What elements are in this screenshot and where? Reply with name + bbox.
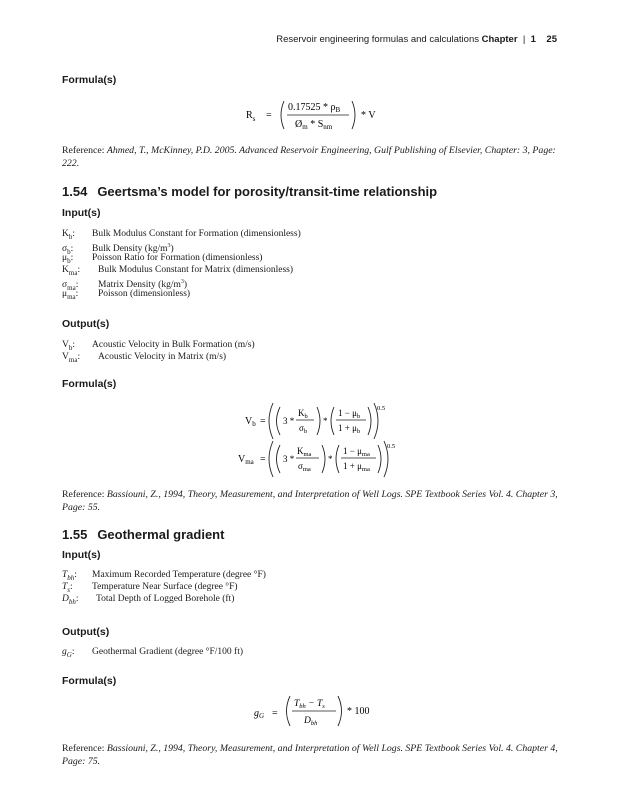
section-155-number: 1.55: [62, 527, 88, 542]
reference-154-text: Bassiouni, Z., 1994, Theory, Measurement, and Interpretation of Well Logs. SPE Textbook Series Vol. 4. Chapter 3, Page: 55.: [62, 489, 558, 513]
input-row: $\mu_b$: Poisson Ratio for Formation (dimensionless): [62, 253, 263, 265]
vb-lhs: $V_b$: [245, 416, 256, 428]
vma-k: $K_{ma}$: [297, 446, 312, 458]
output-row: $V_{ma}$: Acoustic Velocity in Matrix (m/s): [62, 352, 227, 364]
svg-text:=: =: [272, 708, 278, 719]
vma-exponent: 0.5: [387, 443, 396, 450]
section-155-heading: Geothermal gradient: [97, 527, 225, 542]
reference-top-text: Ahmed, T., McKinney, P.D. 2005. Advanced Reservoir Engineering, Gulf Publishing of Elsevier, Chapter: 3, Page: 222.: [62, 145, 556, 169]
outputs-list-155: [62, 646, 243, 658]
running-header: [276, 34, 557, 45]
rs-tail: * V: [361, 110, 376, 121]
section-154-heading: Geertsma’s model for porosity/transit-time relationship: [97, 184, 438, 199]
rs-right-paren: [352, 101, 355, 129]
running-header-chapter-number: 1: [530, 34, 536, 45]
vb-three: 3 *: [283, 416, 295, 426]
output-row: $V_b$: Acoustic Velocity in Bulk Formation (m/s): [62, 340, 255, 352]
vb-den2: $1 + \mu_b$: [338, 423, 361, 435]
output-row: $g_G$: Geothermal Gradient (degree °F/100 ft): [62, 647, 243, 659]
gg-denominator: $D_{bh}$: [304, 716, 318, 727]
section-155-title: [62, 527, 224, 542]
reference-154: Reference: Bassiouni, Z., 1994, Theory, Measurement, and Interpretation of Well Logs. SPE Textbook Series Vol. 4. Chapter 3, Page: 55.: [62, 489, 558, 513]
inputs-heading-154: Input(s): [62, 207, 101, 219]
gg-numerator: $T_{bh} - T_s$: [294, 699, 325, 710]
formula-gg: [250, 692, 390, 732]
vb-exponent: 0.5: [377, 405, 386, 412]
formula-rs: [240, 96, 420, 136]
vma-den2: $1 + \mu_{ma}$: [343, 461, 370, 473]
input-row: $T_s$: Temperature Near Surface (degree °F): [62, 582, 238, 594]
rs-denominator: $Ø_m * S_{nm}$: [295, 119, 333, 131]
svg-text:=: =: [260, 416, 266, 427]
vma-lhs: $V_{ma}$: [238, 454, 254, 466]
svg-text:=: =: [266, 110, 272, 121]
vma-three: 3 *: [283, 454, 295, 464]
formula-heading-154: Formula(s): [62, 378, 117, 390]
rs-lhs: $R_s$: [246, 110, 256, 123]
formula-vma: [236, 438, 406, 482]
gg-tail: * 100: [347, 706, 370, 717]
formula-heading-155: Formula(s): [62, 675, 117, 687]
input-row: $T_{bh}$: Maximum Recorded Temperature (degree °F): [62, 570, 266, 582]
running-header-separator: |: [522, 34, 526, 45]
running-header-title: Reservoir engineering formulas and calculations: [276, 34, 479, 45]
rs-left-paren: [281, 101, 284, 129]
inputs-heading-155: Input(s): [62, 549, 101, 561]
section-154-number: 1.54: [62, 184, 88, 199]
outputs-heading-154: Output(s): [62, 318, 110, 330]
page-number: 25: [546, 34, 557, 45]
svg-text:*: *: [328, 454, 333, 464]
vb-num2: $1 - \mu_b$: [338, 408, 361, 420]
input-row: $\sigma_b$: Bulk Density $(kg/m^3)$: [62, 243, 174, 257]
outputs-list-154: [62, 339, 255, 363]
vma-sigma: $\sigma_{ma}$: [298, 461, 311, 473]
outputs-heading-155: Output(s): [62, 626, 110, 638]
vma-num2: $1 - \mu_{ma}$: [343, 446, 370, 458]
svg-text:*: *: [323, 416, 328, 426]
input-row: $K_{ma}$: Bulk Modulus Constant for Matrix (dimensionless): [62, 265, 294, 277]
input-row: $\sigma_{ma}$: Matrix Density $(kg/m^3)$: [62, 279, 188, 293]
input-row: $\mu_{ma}$: Poisson (dimensionless): [62, 289, 191, 301]
reference-top: Reference: Ahmed, T., McKinney, P.D. 2005. Advanced Reservoir Engineering, Gulf Publishing of Elsevier, Chapter: 3, Page: 222.: [62, 145, 556, 169]
inputs-list-154: [62, 228, 301, 300]
inputs-list-155: [62, 569, 266, 605]
reference-155-text: Bassiouni, Z., 1994, Theory, Measurement, and Interpretation of Well Logs. SPE Textbook Series Vol. 4. Chapter 4, Page: 75.: [62, 743, 558, 767]
reference-155: Reference: Bassiouni, Z., 1994, Theory, Measurement, and Interpretation of Well Logs. SPE Textbook Series Vol. 4. Chapter 4, Page: 75.: [62, 743, 558, 767]
formula-heading-top: Formula(s): [62, 74, 117, 86]
input-row: $K_b$: Bulk Modulus Constant for Formation (dimensionless): [62, 229, 301, 241]
vb-k: $K_b$: [298, 408, 308, 420]
svg-text:=: =: [260, 454, 266, 465]
gg-lhs: $g_G$: [254, 708, 265, 720]
rs-numerator: $0.17525 * \rho_B$: [288, 102, 341, 114]
vb-sigma: $\sigma_b$: [299, 423, 308, 435]
running-header-chapter-label: Chapter: [481, 34, 518, 45]
input-row: $D_{bh}$: Total Depth of Logged Borehole (ft): [62, 594, 235, 606]
section-154-title: [62, 184, 437, 199]
